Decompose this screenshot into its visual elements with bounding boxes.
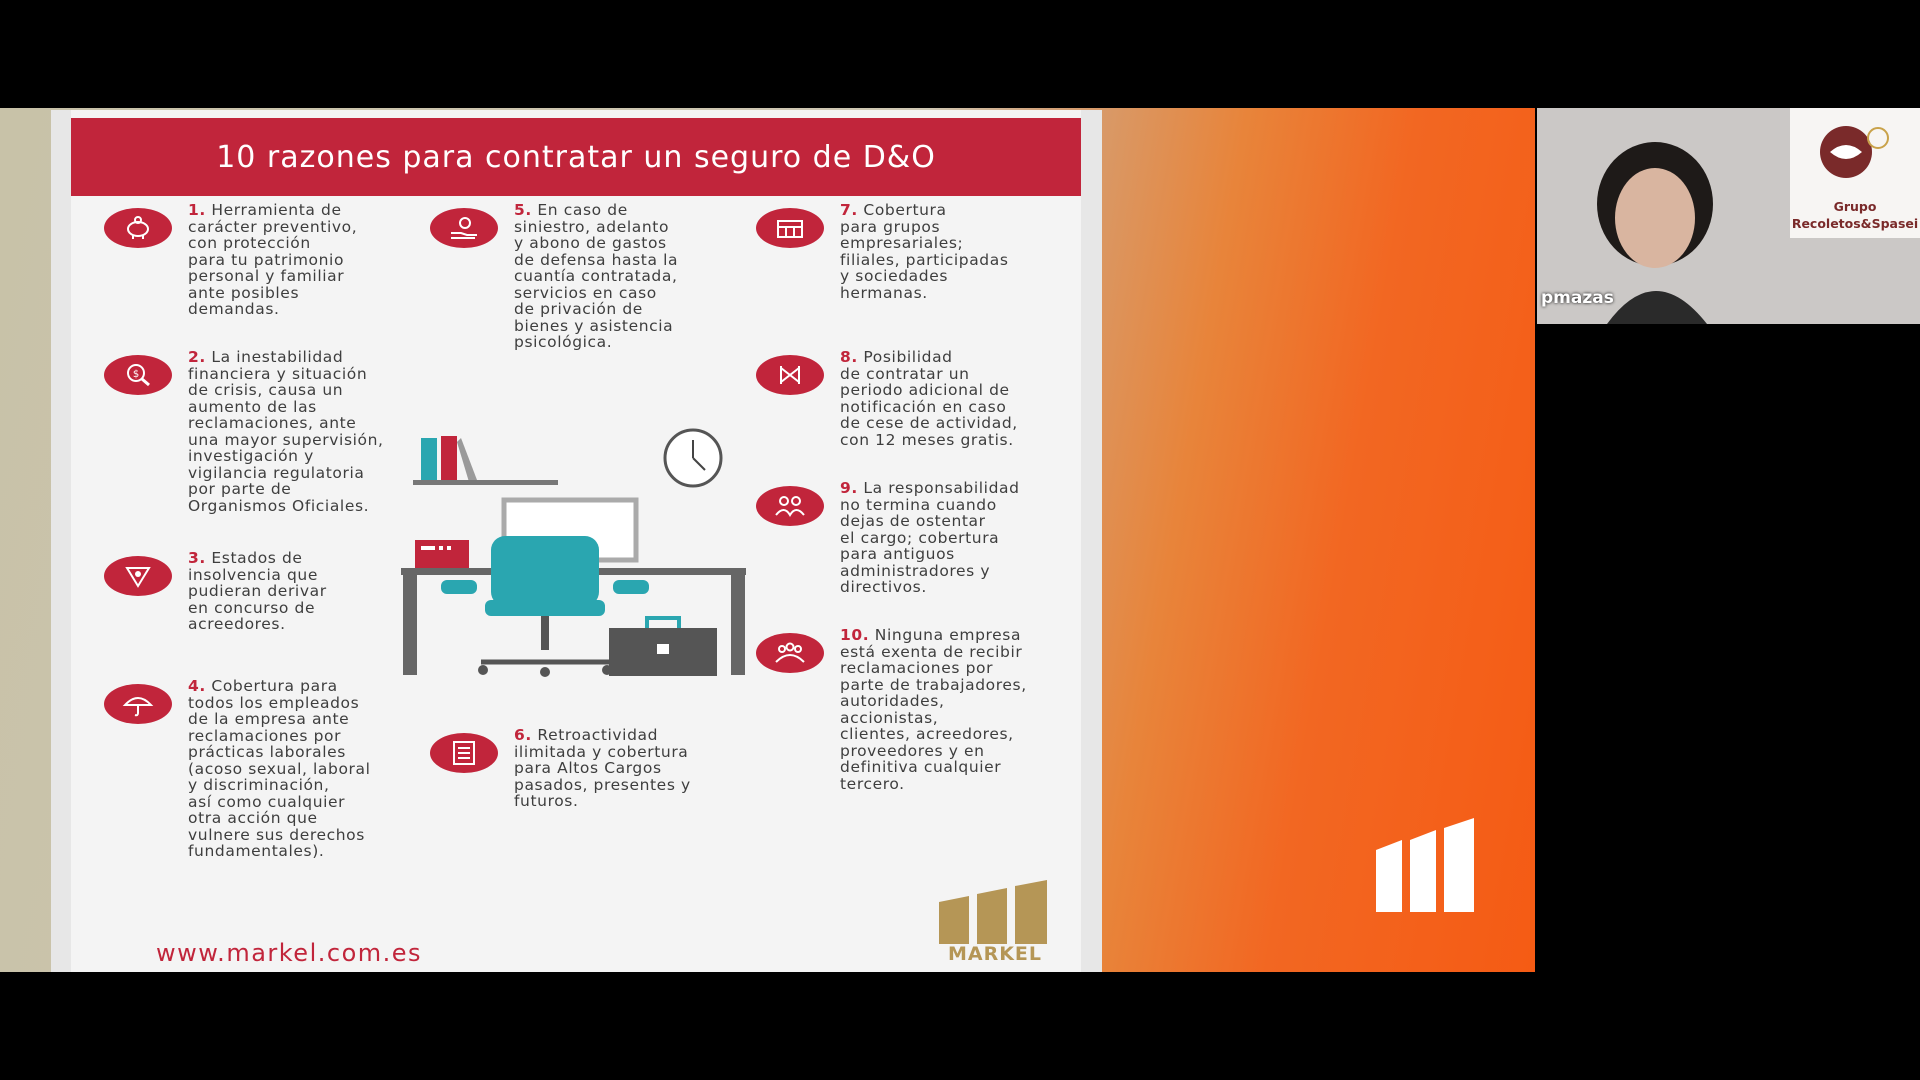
reason-text: 9. La responsabilidad no termina cuando dejas de ostentar el cargo; cobertura para antiguos administradores y directivos. <box>840 479 1020 596</box>
reason-text: 2. La inestabilidad financiera y situación de crisis, causa un aumento de las reclamaciones, ante una mayor supervisión, investigación y vigilancia regulatoria por parte de Organismos Oficiales. <box>188 348 384 515</box>
watermark-bar <box>1410 830 1436 912</box>
shield-eye-icon <box>104 556 172 596</box>
reason-10 <box>756 626 1027 793</box>
phone-icon <box>415 540 469 568</box>
shared-screen <box>0 108 1535 972</box>
markel-logo <box>935 880 1055 944</box>
reason-9 <box>756 479 1020 596</box>
hourglass-icon <box>756 355 824 395</box>
magnifier-coin-icon <box>104 355 172 395</box>
piggy-bank-icon <box>104 208 172 248</box>
slide-title: 10 razones para contratar un seguro de D&O <box>71 118 1081 196</box>
website-url: www.markel.com.es <box>156 939 423 967</box>
checklist-icon <box>430 733 498 773</box>
office-illustration <box>401 390 751 680</box>
svg-text:$: $ <box>132 369 140 380</box>
watermark-bar <box>1444 818 1474 912</box>
reason-text: 1. Herramienta de carácter preventivo, con protección para tu patrimonio personal y familiar ante posibles demandas. <box>188 201 358 318</box>
reason-text: 5. En caso de siniestro, adelanto y abono de gastos de defensa hasta la cuantía contratada, servicios en caso de privación de bienes y asistencia psicológica. <box>514 201 679 351</box>
reason-8 <box>756 348 1018 449</box>
binder-icon <box>441 436 457 480</box>
reason-1 <box>104 201 358 318</box>
reason-text: 3. Estados de insolvencia que pudieran derivar en concurso de acreedores. <box>188 549 327 633</box>
slide <box>51 110 1102 972</box>
reason-text: 8. Posibilidad de contratar un periodo adicional de notificación en caso de cese de actividad, con 12 meses gratis. <box>840 348 1018 449</box>
reason-text: 7. Cobertura para grupos empresariales; filiales, participadas y sociedades hermanas. <box>840 201 1009 302</box>
markel-watermark-logo <box>1376 816 1476 912</box>
reason-5 <box>430 201 679 351</box>
umbrella-icon <box>104 684 172 724</box>
reason-text: 10. Ninguna empresa está exenta de recibir reclamaciones por parte de trabajadores, autoridades, accionistas, clientes, acreedores, proveedores y en definitiva cualquier tercero. <box>840 626 1027 793</box>
group-icon <box>756 633 824 673</box>
chair-icon <box>491 536 599 606</box>
reason-text: 4. Cobertura para todos los empleados de la empresa ante reclamaciones por prácticas laborales (acoso sexual, laboral y discriminación, así como cualquier otra acción que vulnere sus derechos fundamentales). <box>188 677 371 860</box>
markel-brand: MARKEL <box>947 943 1043 965</box>
binder-icon <box>421 438 437 480</box>
reason-6 <box>430 726 691 810</box>
reason-3 <box>104 549 327 633</box>
participant-name: pmazas <box>1541 288 1614 308</box>
reason-2 <box>104 348 384 515</box>
reason-7 <box>756 201 1009 302</box>
reason-4 <box>104 677 371 860</box>
handshake-logo-icon <box>1790 108 1920 198</box>
reason-text: 6. Retroactividad ilimitada y cobertura para Altos Cargos pasados, presentes y futuros. <box>514 726 691 810</box>
company-name: Grupo Recoletos&Spasei <box>1791 199 1919 231</box>
people-icon <box>756 486 824 526</box>
company-logo <box>1790 108 1920 238</box>
building-icon <box>756 208 824 248</box>
watermark-bar <box>1376 840 1402 912</box>
hand-coins-icon <box>430 208 498 248</box>
